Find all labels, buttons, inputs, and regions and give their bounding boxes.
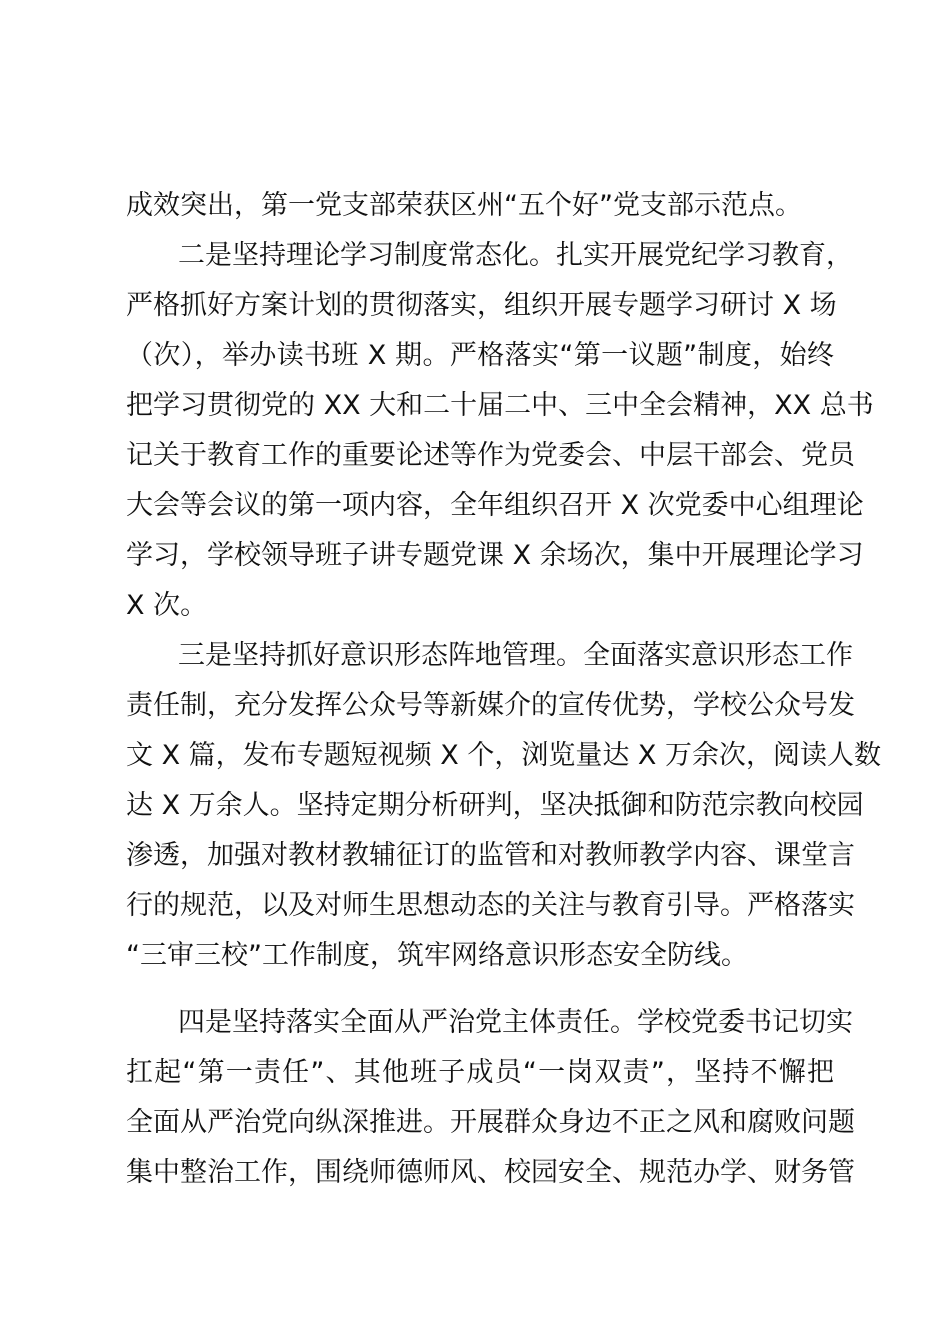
text-line: 集中整治工作，围绕师德师风、校园安全、规范办学、财务管: [126, 1157, 855, 1188]
text-line: 行的规范，以及对师生思想动态的关注与教育引导。严格落实: [126, 890, 855, 921]
text-line: 把学习贯彻党的 XX 大和二十届二中、三中全会精神，XX 总书: [126, 390, 874, 421]
paragraph-heading-line: 四是坚持落实全面从严治党主体责任。学校党委书记切实: [178, 1007, 853, 1038]
text-line: 文 X 篇，发布专题短视频 X 个，浏览量达 X 万余次，阅读人数: [126, 740, 881, 771]
text-line: 渗透，加强对教材教辅征订的监管和对教师教学内容、课堂言: [126, 840, 855, 871]
text-line: 记关于教育工作的重要论述等作为党委会、中层干部会、党员: [126, 440, 855, 471]
text-line: 达 X 万余人。坚持定期分析研判，坚决抵御和防范宗教向校园: [126, 790, 864, 821]
text-line: X 次。: [126, 590, 208, 621]
text-line: 学习，学校领导班子讲专题党课 X 余场次，集中开展理论学习: [126, 540, 864, 571]
text-line: 严格抓好方案计划的贯彻落实，组织开展专题学习研讨 X 场: [126, 290, 837, 321]
text-line: 成效突出，第一党支部荣获区州“五个好”党支部示范点。: [126, 190, 802, 221]
text-line: 扛起“第一责任”、其他班子成员“一岗双责”，坚持不懈把: [126, 1057, 834, 1088]
text-line: “三审三校”工作制度，筑牢网络意识形态安全防线。: [126, 940, 748, 971]
text-line: 全面从严治党向纵深推进。开展群众身边不正之风和腐败问题: [126, 1107, 855, 1138]
text-line: （次），举办读书班 X 期。严格落实“第一议题”制度，始终: [126, 340, 834, 371]
text-line: 大会等会议的第一项内容，全年组织召开 X 次党委中心组理论: [126, 490, 864, 521]
text-line: 责任制，充分发挥公众号等新媒介的宣传优势，学校公众号发: [126, 690, 855, 721]
paragraph-heading-line: 二是坚持理论学习制度常态化。扎实开展党纪学习教育，: [178, 240, 853, 271]
paragraph-heading-line: 三是坚持抓好意识形态阵地管理。全面落实意识形态工作: [178, 640, 853, 671]
